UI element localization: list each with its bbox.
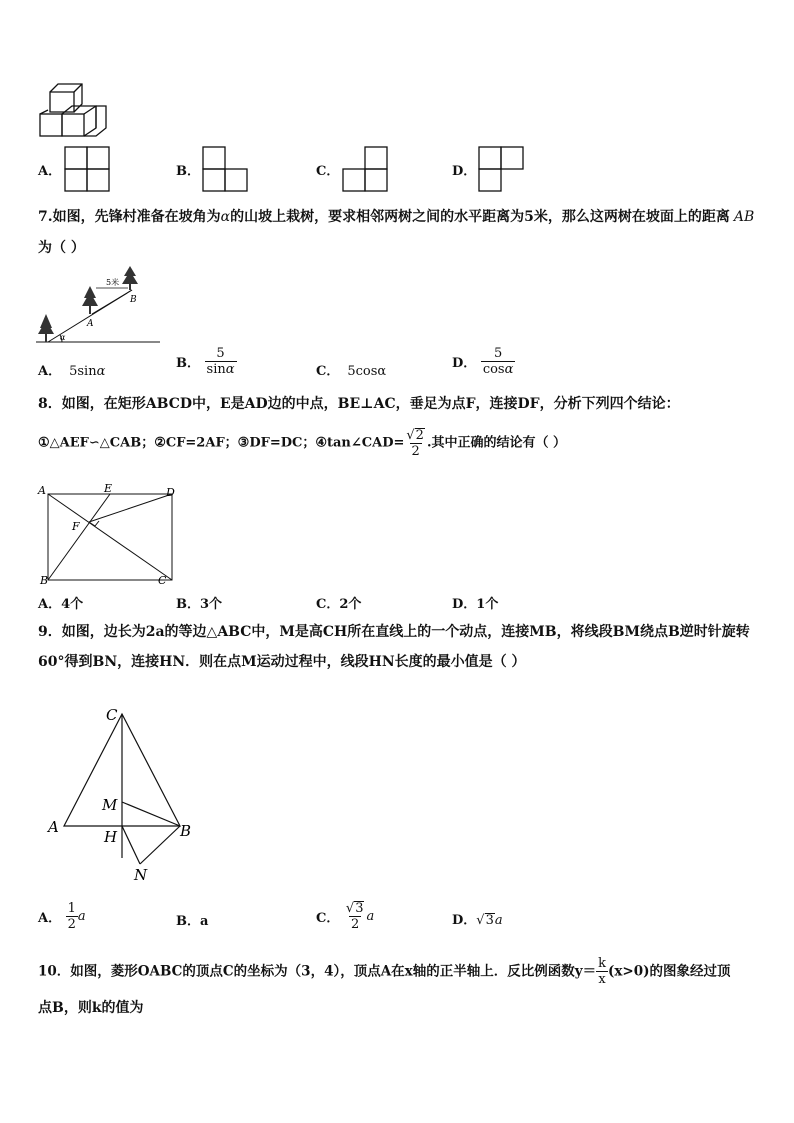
q7-fig-alpha: α [60,333,66,342]
q7-stem-line2: 为（ ） [38,240,85,256]
q8-option-c[interactable]: C．2个 [316,597,362,612]
q9-triangle-figure [44,700,204,886]
cube-stack-figure [38,80,110,138]
q6-option-a-view[interactable] [64,146,112,192]
q6-option-d-view[interactable] [478,146,526,192]
q8-fig-e: E [104,482,113,495]
q7-fig-point-b: B [130,295,137,305]
q6-option-a-label: A． [38,164,62,179]
q7-fig-distance: 5米 [106,278,120,287]
q9-option-c[interactable]: C． $\frac{√3}{2}$ a [316,901,375,932]
q8-fig-d: D [166,486,175,499]
q6-option-c-label: C． [316,164,340,179]
q7-stem-line1: 7.如图，先锋村准备在坡角为α的山坡上栽树，要求相邻两树之间的水平距离为5米，那么这两树在坡面上的距离 AB [38,209,755,225]
q8-fig-f: F [72,520,80,533]
q8-option-a[interactable]: A．4个 [38,597,84,612]
q8-stem-line2: ①△AEF∽△CAB；②CF=2AF；③DF=DC；④tan∠CAD= $\frac{√2}{2}$ .其中正确的结论有（ ） [38,428,567,459]
q9-fig-m: M [102,796,118,814]
q10-stem-line2: 点B，则k的值为 [38,1000,144,1016]
q7-slope-figure [34,262,164,346]
q9-fig-h: H [104,828,118,846]
q8-fig-b: B [40,574,49,586]
q8-rectangle-figure [36,482,184,586]
q8-option-d[interactable]: D．1个 [452,597,499,612]
q8-option-b[interactable]: B．3个 [176,597,223,612]
q6-option-b-label: B． [176,164,200,179]
q9-fig-a: A [48,818,59,836]
q6-option-b-view[interactable] [202,146,250,192]
q6-option-d-label: D． [452,164,477,179]
q7-option-d[interactable]: D． $\frac{5}{\cos\alpha}$ [452,346,514,377]
q10-k-over-x: $\frac{k}{x}$ [598,956,606,987]
q9-fig-c: C [106,706,118,724]
q8-fig-c: C [158,574,167,586]
q9-option-a[interactable]: A． $\frac{1}{2}$ a [38,901,86,932]
q8-stem-line1: 8．如图，在矩形ABCD中，E是AD边的中点，BE⊥AC，垂足为点F，连接DF，分析下列四个结论： [38,396,680,412]
q7-option-c[interactable]: C． 5cosα [316,364,387,379]
q7-option-b[interactable]: B． $\frac{5}{\sin\alpha}$ [176,346,235,377]
q7-fig-point-a: A [87,319,94,329]
q6-option-c-view[interactable] [342,146,390,192]
q9-fig-n: N [134,866,148,884]
q9-fig-b: B [180,822,192,840]
q8-fig-a: A [38,484,46,497]
q10-stem-line1: 10．如图，菱形OABC的顶点C的坐标为（3，4），顶点A在x轴的正半轴上．反比例函数y＝ $\frac{k}{x}$ (x>0)的图象经过顶 [38,956,731,987]
q9-stem-line1: 9．如图，边长为2a的等边△ABC中，M是高CH所在直线上的一个动点，连接MB，将线段BM绕点B逆时针旋转 [38,624,750,640]
q9-stem-line2: 60°得到BN，连接HN．则在点M运动过程中，线段HN长度的最小值是（ ） [38,654,526,670]
q8-tan-fraction: $\frac{√2}{2}$ [406,428,424,459]
q9-option-b[interactable]: B．a [176,914,209,929]
q7-option-a[interactable]: A． 5sinα [38,364,106,379]
q9-option-d[interactable]: D．√3a [452,913,503,928]
